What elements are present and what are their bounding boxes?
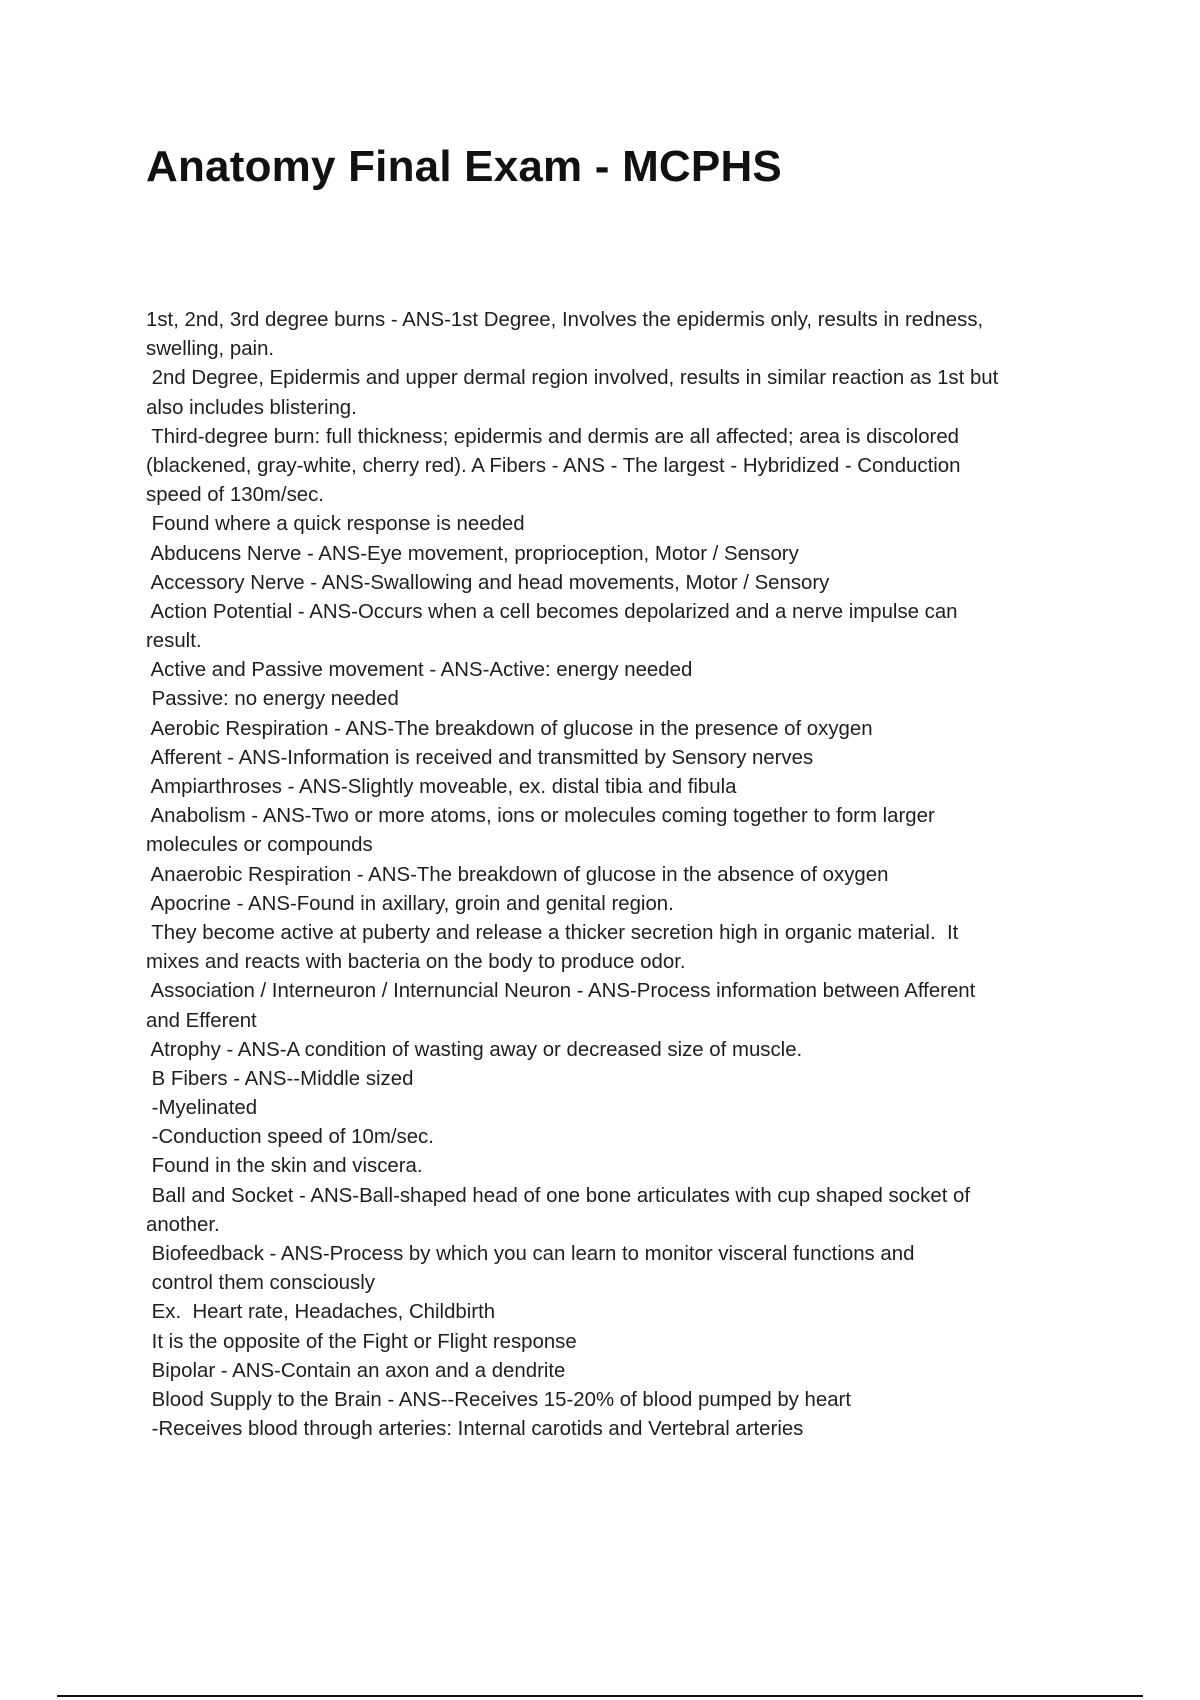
text-line: Bipolar - ANS-Contain an axon and a dendrite — [146, 1359, 566, 1382]
text-line: -Receives blood through arteries: Internal carotids and Vertebral arteries — [146, 1418, 804, 1441]
text-line: 2nd Degree, Epidermis and upper dermal region involved, results in similar reaction as 1st but — [146, 367, 999, 390]
text-line: Passive: no energy needed — [146, 688, 399, 711]
text-line: Ball and Socket - ANS-Ball-shaped head of one bone articulates with cup shaped socket of — [146, 1184, 971, 1207]
text-line: They become active at puberty and release a thicker secretion high in organic material. It — [146, 921, 959, 944]
footer-divider — [57, 1695, 1143, 1697]
document-body — [146, 306, 1086, 1444]
text-line: It is the opposite of the Fight or Flight response — [146, 1330, 577, 1353]
text-line: Accessory Nerve - ANS-Swallowing and head movements, Motor / Sensory — [146, 571, 830, 594]
text-line: another. — [146, 1213, 220, 1236]
page-title: Anatomy Final Exam - MCPHS — [146, 142, 782, 191]
text-line: result. — [146, 630, 202, 653]
text-line: Found in the skin and viscera. — [146, 1155, 423, 1178]
text-line: Ex. Heart rate, Headaches, Childbirth — [146, 1301, 496, 1324]
text-line: Aerobic Respiration - ANS-The breakdown of glucose in the presence of oxygen — [146, 717, 873, 740]
text-line: Abducens Nerve - ANS-Eye movement, proprioception, Motor / Sensory — [146, 542, 799, 565]
text-line: speed of 130m/sec. — [146, 484, 324, 507]
text-line: also includes blistering. — [146, 396, 357, 419]
text-line: Anaerobic Respiration - ANS-The breakdown of glucose in the absence of oxygen — [146, 863, 889, 886]
text-line: -Conduction speed of 10m/sec. — [146, 1126, 434, 1149]
text-line: Apocrine - ANS-Found in axillary, groin and genital region. — [146, 892, 674, 915]
text-line: Blood Supply to the Brain - ANS--Receives 15-20% of blood pumped by heart — [146, 1388, 852, 1411]
text-line: molecules or compounds — [146, 834, 373, 857]
text-line: Afferent - ANS-Information is received and transmitted by Sensory nerves — [146, 746, 814, 769]
text-line: Third-degree burn: full thickness; epidermis and dermis are all affected; area is discolored — [146, 425, 960, 448]
text-line: and Efferent — [146, 1009, 257, 1032]
text-line: Active and Passive movement - ANS-Active: energy needed — [146, 659, 693, 682]
text-line: swelling, pain. — [146, 338, 275, 361]
text-line: Ampiarthroses - ANS-Slightly moveable, ex. distal tibia and fibula — [146, 776, 737, 798]
text-line: (blackened, gray-white, cherry red). A Fibers - ANS - The largest - Hybridized - Conduction — [146, 454, 961, 477]
text-line: Action Potential - ANS-Occurs when a cell becomes depolarized and a nerve impulse can — [146, 600, 958, 623]
text-line: Association / Interneuron / Internuncial Neuron - ANS-Process information between Afferent — [146, 980, 976, 1003]
text-line: Anabolism - ANS-Two or more atoms, ions or molecules coming together to form larger — [146, 805, 935, 828]
text-line: control them consciously — [146, 1272, 375, 1295]
text-line: mixes and reacts with bacteria on the body to produce odor. — [146, 951, 686, 974]
text-line: Found where a quick response is needed — [146, 513, 525, 536]
text-line: -Myelinated — [146, 1097, 258, 1120]
text-line: Atrophy - ANS-A condition of wasting away or decreased size of muscle. — [146, 1038, 803, 1061]
text-line: Biofeedback - ANS-Process by which you can learn to monitor visceral functions and — [146, 1243, 915, 1265]
text-line: 1st, 2nd, 3rd degree burns - ANS-1st Degree, Involves the epidermis only, results in redness, — [146, 309, 984, 331]
text-line: B Fibers - ANS--Middle sized — [146, 1067, 414, 1090]
